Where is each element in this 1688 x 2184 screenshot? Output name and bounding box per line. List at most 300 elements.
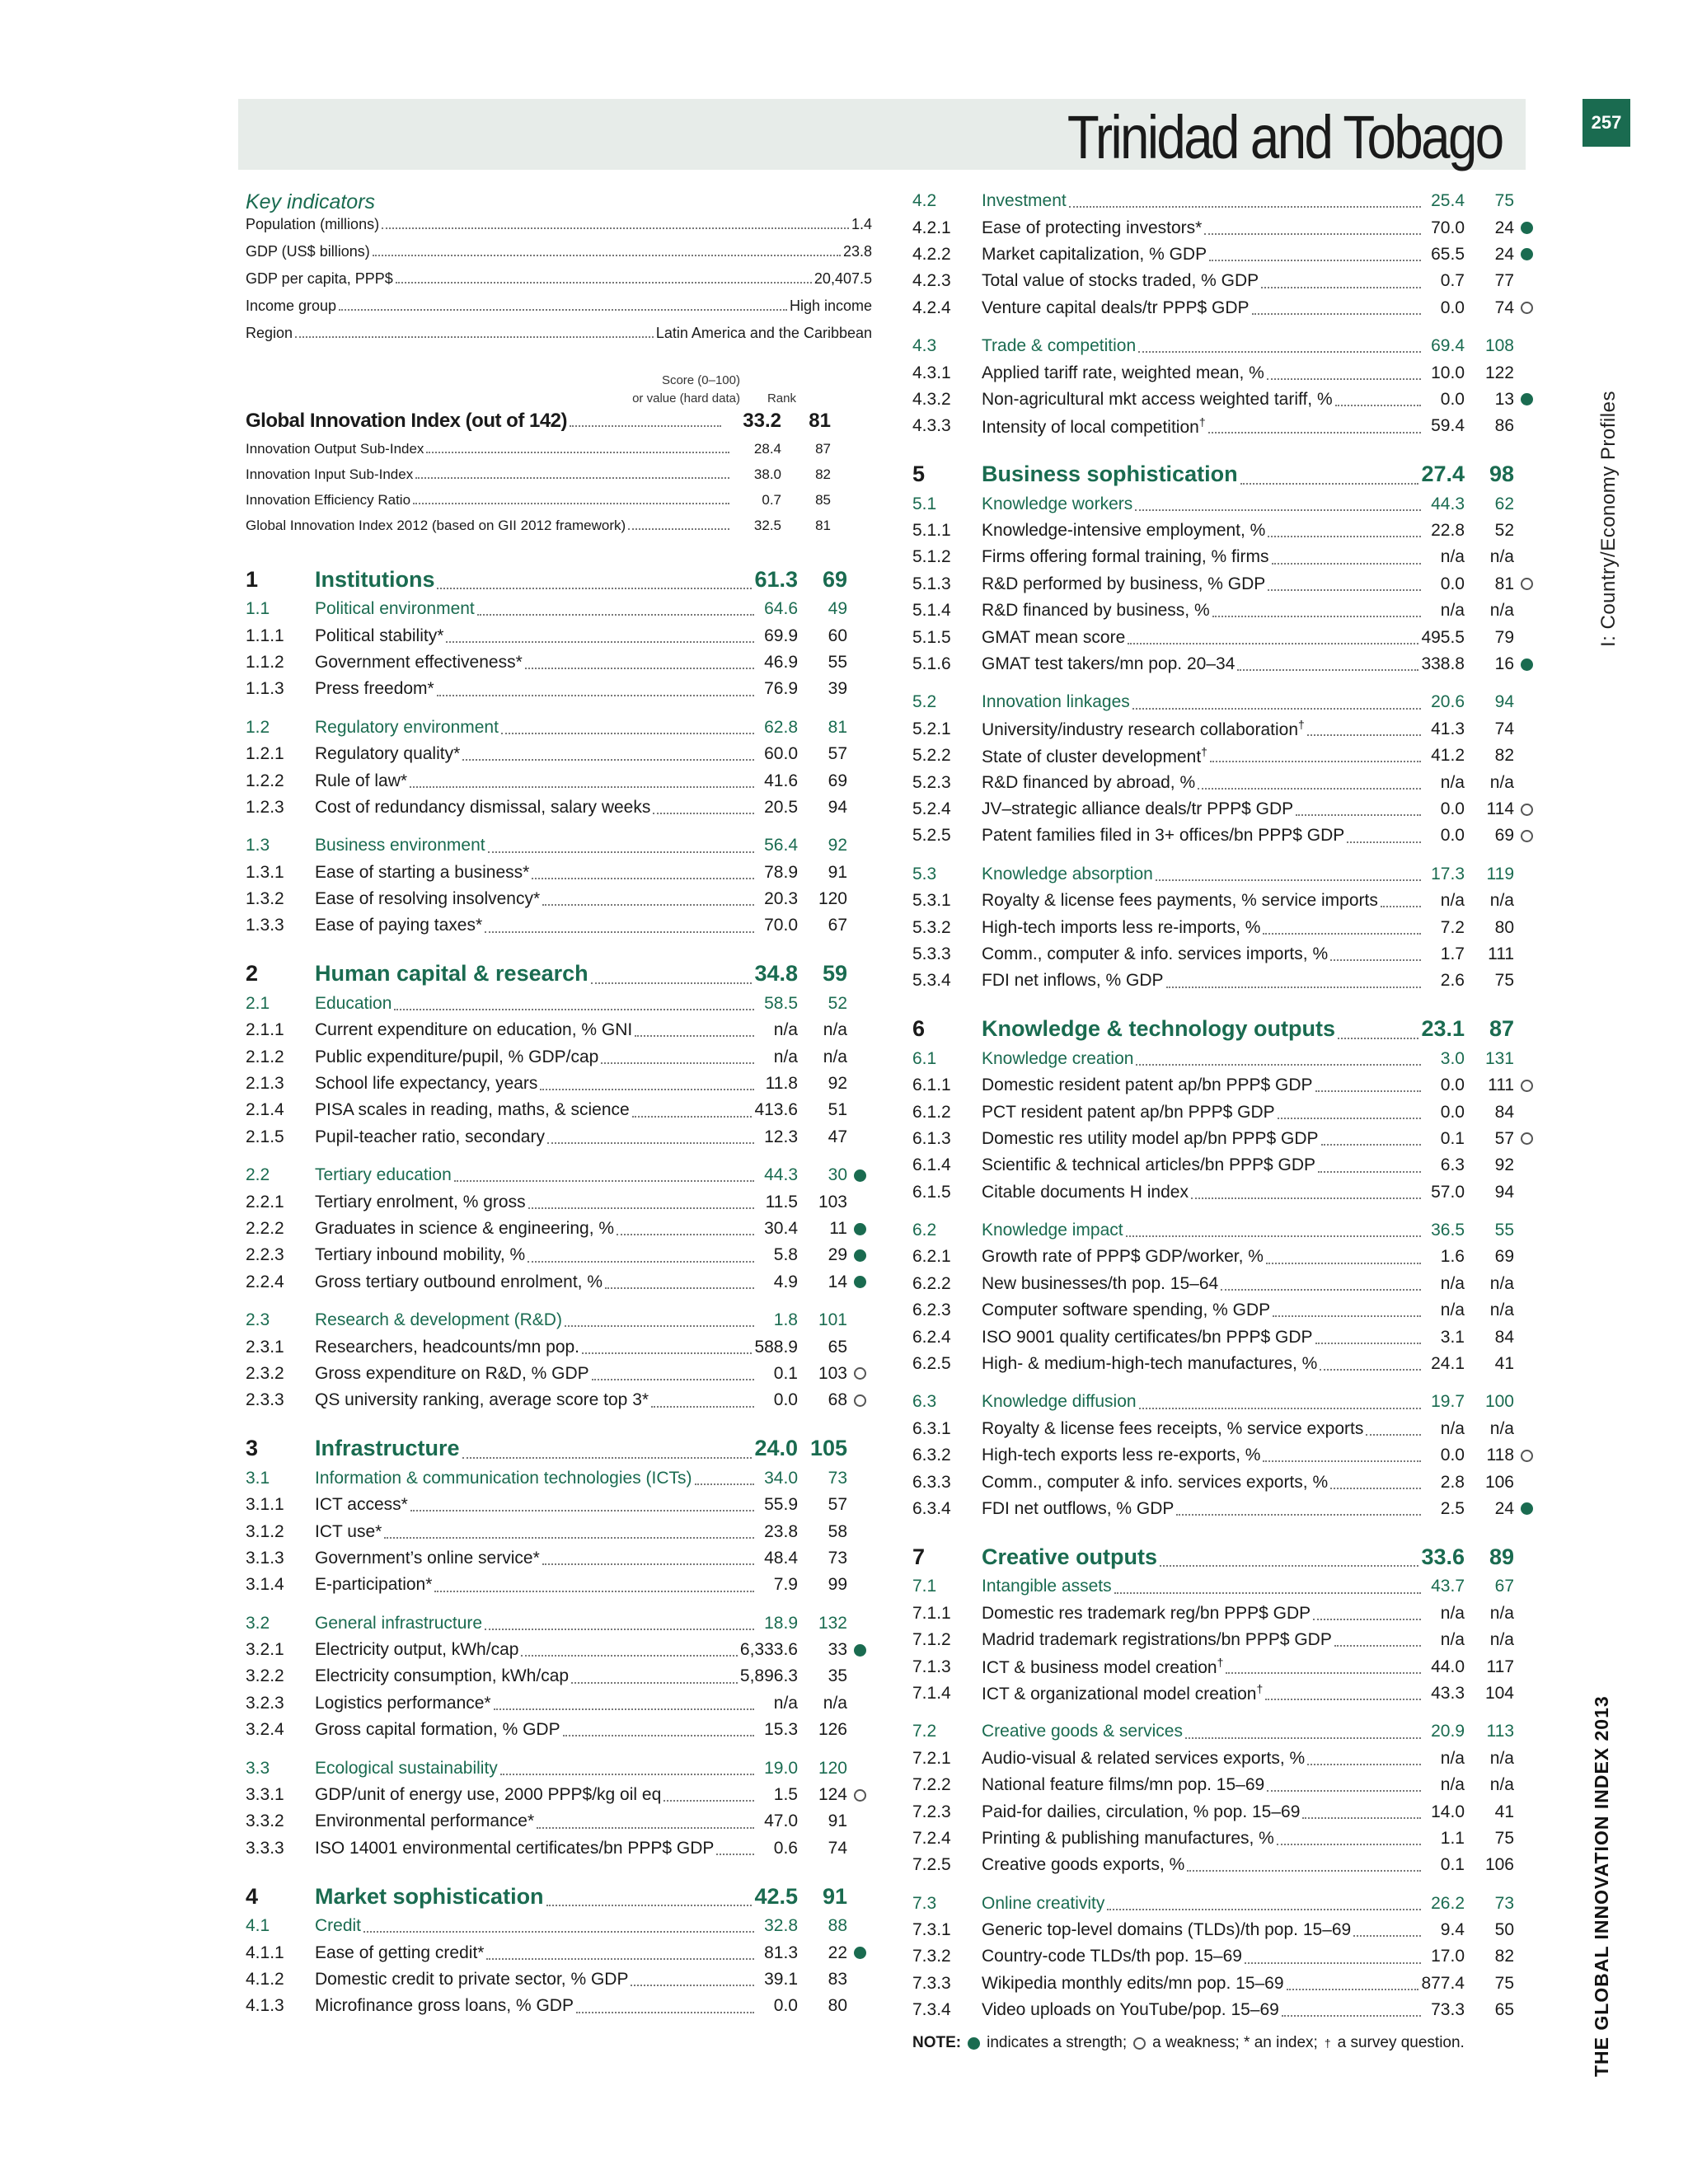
leader-dots <box>1266 1263 1421 1264</box>
indicator-row-score: 76.9 <box>764 679 798 699</box>
sub-index-label: Global Innovation Index 2012 (based on GII 2012 framework) <box>246 518 626 533</box>
indicator-row-score: 0.1 <box>773 1363 798 1383</box>
marker-cell <box>847 1249 872 1262</box>
sub-pillar-row-score: 43.7 <box>1431 1577 1465 1596</box>
indicator-row-name: Ease of paying taxes* <box>315 916 483 935</box>
sub-pillar-row-number: 5.3 <box>912 864 937 883</box>
indicator-row-number: 3.2.2 <box>246 1666 284 1686</box>
marker-cell <box>847 1947 872 1959</box>
leader-dots <box>1210 761 1421 762</box>
indicator-row <box>912 716 1539 743</box>
indicator-row-score: 0.0 <box>1440 574 1465 593</box>
pillar-row <box>912 458 1539 491</box>
leader-dots <box>1338 1038 1418 1039</box>
pillar-row-score: 24.0 <box>754 1436 798 1461</box>
indicator-row <box>912 743 1539 769</box>
leader-dots <box>1268 536 1421 537</box>
indicator-row <box>912 1271 1539 1297</box>
marker-cell <box>1514 658 1539 671</box>
weakness-marker-icon <box>1521 1080 1533 1092</box>
indicator-row-score: 57.0 <box>1431 1182 1465 1202</box>
indicator-row-number: 1.1.3 <box>246 679 284 699</box>
indicator-row-number: 5.2.1 <box>912 719 951 738</box>
sub-pillar-row-name: Knowledge diffusion <box>982 1392 1137 1412</box>
weakness-marker-icon <box>1133 2037 1146 2050</box>
indicator-row-rank: 77 <box>1494 271 1514 291</box>
pillar-row-number: 1 <box>246 566 259 592</box>
sub-pillar-row-score: 64.6 <box>764 599 798 619</box>
indicator-row <box>246 912 872 939</box>
indicator-row <box>912 518 1539 544</box>
leader-dots <box>437 695 754 696</box>
indicator-row <box>912 968 1539 994</box>
indicator-row-name: Gross tertiary outbound enrolment, % <box>315 1272 603 1291</box>
indicator-row-rank: 75 <box>1494 971 1514 991</box>
indicator-row-name: R&D financed by business, % <box>982 601 1210 621</box>
indicator-row-rank: 55 <box>828 652 847 672</box>
group-gap <box>246 1296 872 1307</box>
indicator-row-name: Cost of redundancy dismissal, salary weeks <box>315 797 651 817</box>
strength-marker-icon <box>854 1249 866 1262</box>
marker-cell <box>1514 830 1539 842</box>
pillar-gap <box>912 995 1539 1013</box>
leader-dots <box>1252 313 1421 315</box>
sub-pillar-row-number: 1.1 <box>246 599 270 619</box>
sub-pillar-row-score: 44.3 <box>1431 494 1465 513</box>
leader-dots <box>486 1958 754 1960</box>
indicator-row-number: 6.3.1 <box>912 1418 951 1438</box>
indicator-row-rank: 47 <box>828 1127 847 1146</box>
indicator-row-score: n/a <box>1440 1273 1465 1293</box>
indicator-row-rank: n/a <box>1489 1603 1514 1623</box>
leader-dots <box>410 786 754 788</box>
sub-pillar-row-rank: 52 <box>828 993 847 1013</box>
indicator-row <box>246 1690 872 1717</box>
indicator-row-score: 0.1 <box>1440 1855 1465 1875</box>
indicator-row-name: Government effectiveness* <box>315 652 523 672</box>
indicator-row-score: 495.5 <box>1421 627 1465 647</box>
indicator-row-number: 5.1.1 <box>912 521 951 541</box>
leader-dots <box>1198 788 1421 790</box>
leader-dots <box>1107 1909 1421 1910</box>
sub-index-row <box>246 492 831 518</box>
indicator-row <box>912 1917 1539 1943</box>
leader-dots <box>1187 1870 1421 1872</box>
indicator-row <box>912 1179 1539 1206</box>
indicator-row <box>246 1071 872 1097</box>
indicator-row-number: 7.2.1 <box>912 1748 951 1768</box>
sub-pillar-row-number: 7.3 <box>912 1893 937 1913</box>
leader-dots <box>540 1089 754 1090</box>
weakness-marker-icon <box>1521 578 1533 590</box>
right-pillars <box>912 188 1539 2023</box>
indicator-row <box>246 886 872 912</box>
indicator-row-rank: 51 <box>828 1100 847 1120</box>
pillar-row-number: 3 <box>246 1436 259 1461</box>
indicator-row-rank: n/a <box>823 1047 847 1066</box>
indicator-row-score: 588.9 <box>754 1337 798 1357</box>
sub-pillar-row-rank: 92 <box>828 836 847 855</box>
indicator-row-number: 3.1.2 <box>246 1521 284 1541</box>
pillar-row-rank: 69 <box>822 566 847 592</box>
indicator-row <box>246 1492 872 1518</box>
sub-pillar-row-score: 1.8 <box>773 1310 798 1330</box>
indicator-row-score: 413.6 <box>754 1100 798 1120</box>
leader-dots <box>1156 879 1421 881</box>
indicator-row-score: 47.0 <box>764 1811 798 1831</box>
indicator-row <box>912 1997 1539 2023</box>
group-gap <box>912 850 1539 861</box>
leader-dots <box>1273 1315 1421 1317</box>
sub-pillar-row-name: Tertiary education <box>315 1165 452 1185</box>
indicator-row <box>246 1361 872 1387</box>
indicator-row-number: 2.1.2 <box>246 1047 284 1066</box>
indicator-row-name: Gross expenditure on R&D, % GDP <box>315 1363 589 1383</box>
leader-dots <box>1330 1488 1421 1489</box>
indicator-row-rank: 24 <box>1494 218 1514 237</box>
indicator-row-score: 0.0 <box>1440 1076 1465 1095</box>
sub-pillar-row <box>912 333 1539 359</box>
indicator-row <box>912 295 1539 321</box>
indicator-row <box>912 914 1539 940</box>
indicator-row-name: School life expectancy, years <box>315 1074 538 1094</box>
indicator-row <box>912 888 1539 914</box>
leader-dots <box>592 1379 754 1380</box>
sub-pillar-row-number: 7.2 <box>912 1722 937 1741</box>
sub-pillar-row-rank: 75 <box>1494 191 1514 211</box>
indicator-row-score: 55.9 <box>764 1495 798 1515</box>
indicator-row-name: Domestic res trademark reg/bn PPP$ GDP <box>982 1603 1311 1623</box>
sub-pillar-row <box>912 1718 1539 1745</box>
indicator-row-name: R&D performed by business, % GDP <box>982 574 1266 593</box>
indicator-row-number: 2.1.5 <box>246 1127 284 1146</box>
pillar-gap <box>912 440 1539 458</box>
pillar-gap <box>246 940 872 958</box>
indicator-row <box>912 823 1539 849</box>
indicator-row-number: 3.3.3 <box>246 1838 284 1858</box>
sub-pillar-row <box>912 491 1539 518</box>
weakness-marker-icon <box>1521 830 1533 842</box>
leader-dots <box>1263 1460 1421 1462</box>
indicator-row-rank: 65 <box>828 1337 847 1357</box>
indicator-row-rank: n/a <box>823 1020 847 1040</box>
strength-marker-icon <box>854 1276 866 1288</box>
header-band <box>238 99 1526 170</box>
indicator-row-number: 1.1.1 <box>246 626 284 645</box>
leader-dots <box>1318 1171 1421 1173</box>
leader-dots <box>1353 1935 1421 1937</box>
indicator-row-rank: 80 <box>828 1996 847 2016</box>
indicator-row-rank: 103 <box>818 1192 847 1212</box>
indicator-row-number: 7.2.3 <box>912 1802 951 1821</box>
indicator-row <box>246 1097 872 1123</box>
indicator-row-name: GDP/unit of energy use, 2000 PPP$/kg oil eq <box>315 1785 662 1805</box>
indicator-row-rank: 94 <box>1494 1182 1514 1202</box>
leader-dots <box>576 2012 754 2013</box>
indicator-row-rank: n/a <box>1489 601 1514 621</box>
page-title: Trinidad and Tobago <box>1067 103 1503 171</box>
indicator-row-name: ISO 14001 environmental certificates/bn PPP$ GDP <box>315 1838 715 1858</box>
indicator-row-rank: n/a <box>1489 891 1514 911</box>
indicator-row-score: 0.7 <box>1440 271 1465 291</box>
leader-dots <box>601 1062 754 1064</box>
sub-pillar-row-score: 44.3 <box>764 1165 798 1185</box>
sub-index-list <box>246 441 872 543</box>
indicator-row-score: 46.9 <box>764 652 798 672</box>
indicator-row-number: 4.3.1 <box>912 363 951 382</box>
dagger-symbol: † <box>1324 2036 1331 2050</box>
sub-pillar-row-rank: 62 <box>1494 494 1514 513</box>
indicator-row-number: 7.3.1 <box>912 1920 951 1940</box>
indicator-row-name: Non-agricultural mkt access weighted tariff, % <box>982 389 1333 409</box>
indicator-row <box>246 1663 872 1690</box>
leader-dots <box>1136 1064 1421 1066</box>
sub-pillar-row <box>246 1913 872 1939</box>
indicator-row-number: 5.2.4 <box>912 799 951 818</box>
sub-index-label: Innovation Input Sub-Index <box>246 466 414 482</box>
key-indicator-label: GDP per capita, PPP$ <box>246 270 393 287</box>
indicator-row-rank: 16 <box>1494 654 1514 674</box>
indicator-row-number: 2.3.3 <box>246 1390 284 1410</box>
indicator-row-name: GMAT mean score <box>982 627 1126 647</box>
leader-dots <box>1191 1197 1421 1199</box>
leader-dots <box>716 1854 754 1855</box>
key-indicator-value: 1.4 <box>851 216 872 232</box>
marker-cell <box>1514 1502 1539 1515</box>
indicator-row <box>246 1017 872 1043</box>
indicator-row-name: JV–strategic alliance deals/tr PPP$ GDP <box>982 799 1294 818</box>
indicator-row-name: Royalty & license fees payments, % service imports <box>982 891 1378 911</box>
indicator-row-score: 24.1 <box>1431 1354 1465 1374</box>
indicator-row-score: 0.0 <box>1440 298 1465 317</box>
sub-pillar-row-number: 3.3 <box>246 1758 270 1778</box>
indicator-row <box>912 1351 1539 1377</box>
sub-pillar-row-name: Trade & competition <box>982 336 1137 356</box>
indicator-row-rank: n/a <box>1489 1775 1514 1795</box>
indicator-row-rank: 106 <box>1484 1472 1514 1492</box>
indicator-row-number: 7.1.4 <box>912 1683 951 1703</box>
strength-marker-icon <box>854 1644 866 1657</box>
leader-dots <box>1321 1144 1422 1146</box>
indicator-row <box>912 1798 1539 1825</box>
pillar-row-number: 7 <box>912 1544 926 1569</box>
indicator-row <box>912 1416 1539 1442</box>
indicator-row-rank: 57 <box>828 744 847 764</box>
indicator-row-number: 3.1.4 <box>246 1575 284 1595</box>
indicator-row-number: 7.1.1 <box>912 1603 951 1623</box>
indicator-row-rank: 82 <box>1494 1947 1514 1966</box>
sub-pillar-row-rank: 113 <box>1486 1722 1514 1741</box>
indicator-row-name: Ease of resolving insolvency* <box>315 889 541 909</box>
leader-dots <box>295 336 654 338</box>
weakness-marker-icon <box>854 1789 866 1802</box>
pillar-row <box>246 958 872 991</box>
sub-pillar-row-score: 62.8 <box>764 717 798 737</box>
leader-dots <box>571 1682 738 1684</box>
indicator-row-rank: 52 <box>1494 521 1514 541</box>
sub-index-score: 32.5 <box>753 518 781 533</box>
indicator-row-score: 0.0 <box>1440 1102 1465 1122</box>
strength-marker-icon <box>1521 222 1533 234</box>
pillar-row <box>912 1540 1539 1573</box>
indicator-row-rank: 92 <box>828 1074 847 1094</box>
indicator-row-name: Current expenditure on education, % GNI <box>315 1020 633 1040</box>
right-column <box>912 188 1539 2023</box>
indicator-row <box>912 387 1539 413</box>
key-indicator-value: Latin America and the Caribbean <box>655 325 872 341</box>
indicator-row-rank: 84 <box>1494 1327 1514 1347</box>
leader-dots <box>528 1261 754 1263</box>
indicator-row-name: Pupil-teacher ratio, secondary <box>315 1127 545 1146</box>
rank-header: Rank <box>767 391 796 405</box>
sub-pillar-row-score: 17.3 <box>1431 864 1465 883</box>
marker-cell <box>1514 393 1539 405</box>
leader-dots <box>339 309 787 311</box>
sub-pillar-row-score: 20.6 <box>1431 692 1465 712</box>
sub-index-row <box>246 441 831 466</box>
sub-index-score: 0.7 <box>762 492 781 508</box>
marker-cell <box>1514 1450 1539 1462</box>
leader-dots <box>565 1325 754 1327</box>
leader-dots <box>542 904 754 906</box>
indicator-row-score: 1.6 <box>1440 1247 1465 1267</box>
indicator-row-number: 2.2.1 <box>246 1192 284 1212</box>
indicator-row-score: 5.8 <box>773 1245 798 1265</box>
indicator-row <box>246 1939 872 1966</box>
strength-marker-icon <box>854 1947 866 1959</box>
indicator-row-score: 0.0 <box>773 1996 798 2016</box>
leader-dots <box>1138 351 1421 353</box>
left-pillars <box>246 563 872 2020</box>
indicator-row <box>912 769 1539 795</box>
indicator-row-name: Video uploads on YouTube/pop. 15–69 <box>982 2000 1279 2020</box>
sub-pillar-row-name: Education <box>315 993 392 1013</box>
pillar-row-score: 42.5 <box>754 1883 798 1909</box>
indicator-row-name: Patent families filed in 3+ offices/bn PPP$ GDP <box>982 826 1345 846</box>
indicator-row-score: 81.3 <box>764 1943 798 1962</box>
indicator-row-number: 7.2.4 <box>912 1828 951 1848</box>
indicator-row-rank: 111 <box>1488 944 1514 963</box>
pillar-row-number: 5 <box>912 462 926 487</box>
leader-dots <box>1139 1408 1421 1409</box>
indicator-row-name: Political stability* <box>315 626 444 645</box>
leader-dots <box>651 1406 754 1408</box>
sub-index-rank: 87 <box>815 441 831 457</box>
marker-cell <box>847 1276 872 1288</box>
leader-dots <box>1334 1645 1421 1647</box>
sub-pillar-row-number: 4.3 <box>912 336 937 356</box>
sub-pillar-row-name: Credit <box>315 1916 362 1936</box>
indicator-row-number: 5.1.6 <box>912 654 951 674</box>
sub-pillar-row-rank: 73 <box>828 1468 847 1488</box>
indicator-row <box>246 1124 872 1151</box>
left-column <box>246 188 872 2020</box>
indicator-row-name: Country-code TLDs/th pop. 15–69 <box>982 1947 1242 1966</box>
indicator-row-rank: 69 <box>1494 826 1514 846</box>
indicator-row-number: 6.2.4 <box>912 1327 951 1347</box>
page-number: 257 <box>1582 99 1630 147</box>
sub-pillar-row-number: 3.1 <box>246 1468 270 1488</box>
indicator-row-score: 877.4 <box>1421 1973 1465 1993</box>
indicator-row-score: 23.8 <box>764 1521 798 1541</box>
indicator-row-number: 2.1.1 <box>246 1020 284 1040</box>
sub-pillar-row-rank: 49 <box>828 599 847 619</box>
sub-pillar-row-name: Regulatory environment <box>315 717 499 737</box>
sub-pillar-row <box>912 1890 1539 1916</box>
indicator-row-name: Scientific & technical articles/bn PPP$ GDP <box>982 1155 1316 1175</box>
indicator-row-name: Ease of starting a business* <box>315 862 530 882</box>
indicator-row-rank: 81 <box>1494 574 1514 593</box>
sub-pillar-row-score: 58.5 <box>764 993 798 1013</box>
indicator-row-rank: 118 <box>1486 1446 1514 1465</box>
indicator-row-name: Rule of law* <box>315 771 408 790</box>
gii-row <box>246 410 831 441</box>
sub-pillar-row-name: Knowledge workers <box>982 494 1133 513</box>
weakness-marker-icon <box>854 1367 866 1380</box>
sub-pillar-row-rank: 131 <box>1484 1048 1514 1068</box>
indicator-row-name: Environmental performance* <box>315 1811 535 1831</box>
indicator-row-name: Computer software spending, % GDP <box>982 1301 1271 1320</box>
sub-pillar-row-rank: 88 <box>828 1916 847 1936</box>
indicator-row-rank: 68 <box>828 1390 847 1410</box>
leader-dots <box>1282 2015 1421 2017</box>
key-indicator-label: Region <box>246 325 293 341</box>
group-gap <box>912 321 1539 333</box>
indicator-row <box>912 359 1539 386</box>
pillar-row-name: Human capital & research <box>315 961 588 987</box>
indicator-row-rank: 84 <box>1494 1102 1514 1122</box>
sub-pillar-row-number: 2.2 <box>246 1165 270 1185</box>
indicator-row-rank: 65 <box>1494 2000 1514 2020</box>
indicator-row-name: Domestic credit to private sector, % GDP <box>315 1969 629 1989</box>
sub-pillar-row <box>912 1217 1539 1244</box>
indicator-row-number: 4.1.2 <box>246 1969 284 1989</box>
key-indicator-value: High income <box>789 298 872 314</box>
pillar-row-score: 33.6 <box>1421 1544 1465 1569</box>
indicator-row-rank: n/a <box>1489 1273 1514 1293</box>
indicator-row-rank: n/a <box>1489 772 1514 792</box>
key-indicator-label: Income group <box>246 298 337 314</box>
leader-dots <box>1166 987 1421 988</box>
leader-dots <box>437 588 752 589</box>
pillar-row-number: 6 <box>912 1016 926 1042</box>
leader-dots <box>1160 1565 1418 1567</box>
indicator-row <box>246 741 872 767</box>
pillar-row-rank: 105 <box>809 1436 847 1461</box>
sub-pillar-row <box>912 861 1539 888</box>
group-gap <box>912 1878 1539 1890</box>
indicator-row-number: 4.2.2 <box>912 244 951 264</box>
indicator-row <box>912 1680 1539 1707</box>
indicator-row <box>912 571 1539 598</box>
leader-dots <box>1114 1592 1421 1594</box>
sub-pillar-row-name: Knowledge impact <box>982 1221 1123 1240</box>
pillar-row-name: Infrastructure <box>315 1436 460 1461</box>
sub-pillar-row-name: Business environment <box>315 836 485 855</box>
sub-index-label: Innovation Efficiency Ratio <box>246 492 411 508</box>
indicator-row-name: ICT & business model creation† <box>982 1656 1224 1678</box>
leader-dots <box>1263 933 1421 935</box>
sub-pillar-row <box>246 991 872 1017</box>
leader-dots <box>1307 734 1421 736</box>
legend-note <box>912 2034 1465 2052</box>
indicator-row-score: 0.0 <box>1440 1446 1465 1465</box>
indicator-row-name: Wikipedia monthly edits/mn pop. 15–69 <box>982 1973 1284 1993</box>
leader-dots <box>1240 483 1419 485</box>
indicator-row-score: 41.6 <box>764 771 798 790</box>
leader-dots <box>1126 1235 1421 1237</box>
leader-dots <box>1272 563 1421 565</box>
